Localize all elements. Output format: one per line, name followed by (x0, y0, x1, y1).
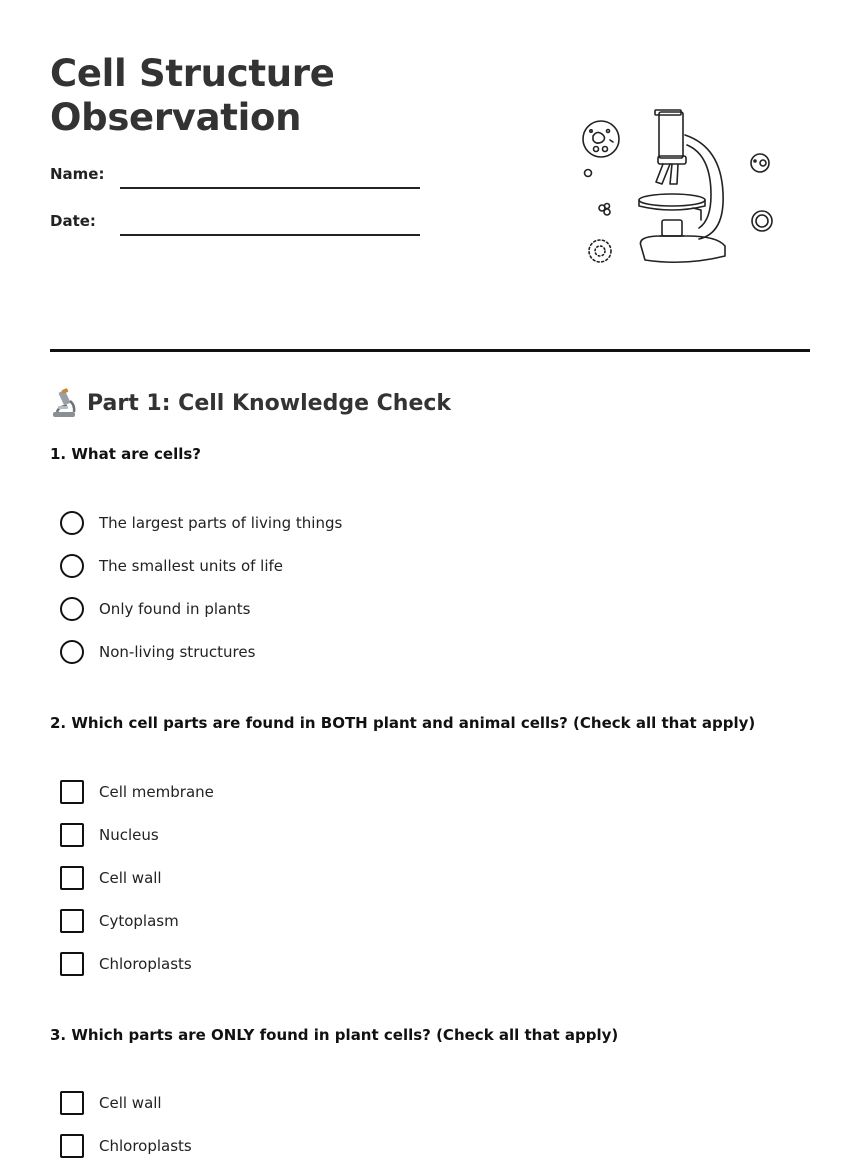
question-2: 2. Which cell parts are found in BOTH plant and animal cells? (Check all that apply) (50, 714, 756, 732)
option-label: Chloroplasts (99, 1137, 192, 1155)
q3-option-1[interactable] (60, 1091, 162, 1115)
option-label: Cytoplasm (99, 912, 179, 930)
checkbox[interactable] (60, 1134, 84, 1158)
microscope-icon (50, 388, 78, 418)
question-1: 1. What are cells? (50, 445, 201, 463)
option-label: The smallest units of life (99, 557, 284, 575)
checkbox[interactable] (60, 780, 84, 804)
checkbox[interactable] (60, 1091, 84, 1115)
cell-doodle-large (583, 121, 619, 157)
radio-button[interactable] (60, 511, 84, 535)
microscope-drawing (639, 110, 725, 262)
cell-doodle-right-ring (752, 211, 772, 231)
option-label: Non-living structures (99, 643, 256, 661)
cell-doodle-right-top (751, 154, 769, 172)
section-divider (50, 349, 810, 352)
q1-option-4[interactable] (60, 640, 255, 664)
option-label: Only found in plants (99, 600, 251, 618)
date-field[interactable] (120, 234, 420, 236)
radio-button[interactable] (60, 597, 84, 621)
option-label: Cell wall (99, 869, 162, 887)
cell-doodle-small (585, 170, 592, 177)
part1-header (50, 388, 451, 418)
q2-option-3[interactable] (60, 866, 162, 890)
checkbox[interactable] (60, 909, 84, 933)
q3-option-2[interactable] (60, 1134, 192, 1158)
radio-button[interactable] (60, 640, 84, 664)
worksheet-title (50, 52, 335, 140)
checkbox[interactable] (60, 866, 84, 890)
option-label: Cell membrane (99, 783, 214, 801)
option-label: Nucleus (99, 826, 159, 844)
option-label: The largest parts of living things (99, 514, 343, 532)
checkbox[interactable] (60, 823, 84, 847)
q1-option-3[interactable] (60, 597, 250, 621)
date-label: Date: (50, 212, 96, 230)
cell-doodle-cluster (599, 204, 610, 216)
option-label: Cell wall (99, 1094, 162, 1112)
q2-option-1[interactable] (60, 780, 214, 804)
q1-option-2[interactable] (60, 554, 283, 578)
radio-button[interactable] (60, 554, 84, 578)
option-label: Chloroplasts (99, 955, 192, 973)
q2-option-4[interactable] (60, 909, 179, 933)
q1-option-1[interactable] (60, 511, 342, 535)
q2-option-5[interactable] (60, 952, 192, 976)
part1-title: Part 1: Cell Knowledge Check (87, 390, 452, 416)
title-line-2: Observation (50, 96, 302, 139)
checkbox[interactable] (60, 952, 84, 976)
microscope-illustration (575, 100, 780, 270)
cell-doodle-dotted (589, 240, 611, 262)
name-field[interactable] (120, 187, 420, 189)
question-3: 3. Which parts are ONLY found in plant cells? (Check all that apply) (50, 1026, 619, 1044)
q2-option-2[interactable] (60, 823, 159, 847)
name-label: Name: (50, 165, 105, 183)
title-line-1: Cell Structure (50, 52, 335, 95)
